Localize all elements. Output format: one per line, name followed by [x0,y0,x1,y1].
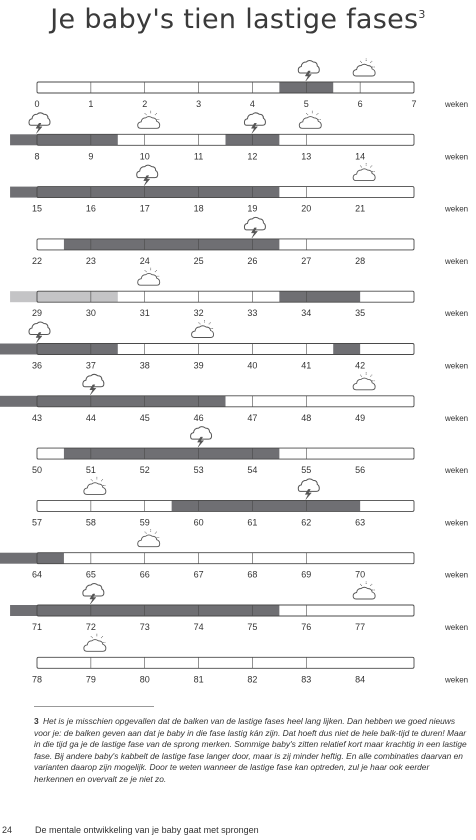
week-number-label: 28 [355,255,366,266]
timeline-row [10,582,468,633]
weeks-unit-label: weken [445,413,469,423]
week-number-label: 12 [247,151,258,162]
sun-ray [360,166,362,168]
footnote-text: Het is je misschien opgevallen dat de balken van de lastige fases heel lang lijken. Dan hebben we goed nieuws voor je: de balken geven aan dat je baby in die fase lastig kán zijn. Dat hoeft dus niet de hele balk-tijd te duren! Maar in die tijd ga je de lastige fase van de sprong merken. Sommige baby's zitten relatief kort maar krachtig in een lastige fase. Bij andere baby's kabbelt de lastige fase langer door, maar is zij minder heftig. En alle combinaties daarvan en varianten daarop zijn mogelijk. Door te weten wanneer de lastige fase kan optreden, zul je haar ook eerder herkennen en overvalt ze je niet zo. [34,716,467,784]
week-number-label: 61 [247,517,258,528]
week-number-label: 66 [139,569,150,580]
fussy-phase-segment [0,396,226,407]
week-number-label: 76 [301,622,312,632]
weeks-unit-label: weken [445,152,469,162]
sun-ray [145,113,147,115]
sun-ray [91,479,93,481]
week-number-label: 30 [85,308,96,319]
week-number-label: 79 [85,674,96,685]
weeks-unit-label: weken [445,204,469,214]
fussy-phase-segment [172,500,361,511]
week-number-label: 38 [139,360,150,371]
sun-ray [360,375,362,377]
week-number-label: 4 [249,99,255,109]
sun-cloud-outline [138,535,160,547]
week-number-label: 21 [355,203,366,214]
week-number-label: 3 [196,99,202,109]
week-number-label: 82 [247,674,258,685]
sun-ray [370,61,372,63]
sun-ray [317,113,319,115]
sun-cloud-icon [84,477,106,495]
fussy-phase-segment [279,291,360,302]
sun-ray [306,113,308,115]
sun-ray [155,113,157,115]
sun-cloud-outline [299,117,321,129]
sun-cloud-outline [84,483,106,495]
sun-ray [155,532,157,534]
week-number-label: 45 [139,412,150,423]
storm-cloud-icon [83,584,104,605]
week-number-label: 51 [85,465,96,476]
sun-cloud-icon [353,372,375,390]
week-number-label: 35 [355,308,366,319]
week-number-label: 48 [301,412,312,423]
week-number-label: 55 [301,465,312,476]
footnote-number: 3 [34,716,39,726]
week-number-label: 81 [193,674,204,685]
sun-ray [91,636,93,638]
week-number-label: 5 [303,99,309,109]
week-number-label: 64 [31,569,43,580]
fussy-phase-segment [10,134,118,145]
sun-cloud-outline [84,640,106,652]
fussy-phase-segment [64,239,279,250]
storm-cloud-icon [298,61,319,82]
week-number-label: 8 [34,151,40,162]
week-number-label: 70 [355,569,366,580]
week-number-label: 17 [139,203,150,214]
week-number-label: 7 [411,99,417,109]
week-number-label: 31 [139,308,150,319]
timeline-row [32,477,468,528]
timeline-row [32,217,468,266]
sun-ray [209,322,211,324]
week-number-label: 16 [85,203,96,214]
sun-ray [370,375,372,377]
week-number-label: 2 [142,99,148,109]
sun-cloud-icon [192,320,214,338]
week-number-label: 24 [139,255,150,266]
storm-cloud-icon [83,374,104,395]
storm-cloud-icon [29,113,50,134]
storm-cloud-icon [298,479,319,500]
fussy-phase-segment [0,553,64,564]
timeline-bar-background [37,657,414,668]
week-number-label: 39 [193,360,204,371]
fussy-phase-segment [64,448,279,459]
week-number-label: 71 [31,622,43,632]
week-number-label: 84 [355,674,366,685]
week-number-label: 74 [193,622,204,632]
weeks-unit-label: weken [445,100,469,109]
sun-cloud-icon [84,634,106,652]
footnote-divider [34,706,154,707]
week-number-label: 78 [31,674,43,685]
weeks-unit-label: weken [445,623,469,632]
sun-cloud-icon [299,111,321,129]
week-number-label: 53 [193,465,204,476]
sun-ray [370,166,372,168]
week-number-label: 83 [301,674,312,685]
sun-ray [370,584,372,586]
sun-cloud-icon [353,582,375,600]
week-number-label: 58 [85,517,96,528]
week-number-label: 54 [247,465,258,476]
fussy-phase-segment [0,344,118,355]
weeks-unit-label: weken [445,309,469,319]
week-number-label: 65 [85,569,96,580]
week-number-label: 25 [193,255,204,266]
footnote-reference: 3 [418,8,426,21]
week-number-label: 75 [247,622,258,632]
sun-ray [101,636,103,638]
week-number-label: 9 [88,151,94,162]
week-number-label: 73 [139,622,150,632]
sun-cloud-outline [353,587,375,599]
week-number-label: 20 [301,203,312,214]
week-number-label: 26 [247,255,258,266]
timeline-row [0,372,468,423]
sun-cloud-outline [138,117,160,129]
week-number-label: 19 [247,203,258,214]
week-number-label: 69 [301,569,312,580]
timeline-row [10,268,468,319]
sun-cloud-outline [138,273,160,285]
week-number-label: 0 [34,99,40,109]
storm-cloud-icon [137,165,158,186]
timeline-row [34,59,468,110]
week-number-label: 10 [139,151,150,162]
timeline-row [10,163,468,214]
week-number-label: 34 [301,308,312,319]
weeks-unit-label: weken [445,675,469,685]
weeks-unit-label: weken [445,361,469,371]
week-number-label: 6 [357,99,363,109]
week-number-label: 72 [85,622,96,632]
sun-cloud-outline [192,326,214,338]
sun-ray [145,270,147,272]
fussy-phase-segment [333,344,360,355]
week-number-label: 42 [355,360,366,371]
week-number-label: 43 [31,412,43,423]
weeks-unit-label: weken [445,518,469,528]
week-number-label: 36 [31,360,43,371]
week-number-label: 44 [85,412,96,423]
light-fussy-segment [10,291,118,302]
week-number-label: 15 [31,203,43,214]
timeline-bar-background [37,553,414,564]
running-title: De mentale ontwikkeling van je baby gaat met sprongen [35,825,259,835]
page-number: 24 [2,825,13,835]
weeks-unit-label: weken [445,570,469,580]
timeline-row [32,634,468,685]
week-number-label: 11 [193,151,204,162]
week-number-label: 67 [193,569,204,580]
week-number-label: 56 [355,465,366,476]
sun-cloud-icon [353,163,375,181]
week-number-label: 22 [31,255,43,266]
week-number-label: 32 [193,308,204,319]
week-number-label: 60 [193,517,204,528]
weeks-unit-label: weken [445,466,469,476]
storm-cloud-icon [29,322,50,343]
week-number-label: 33 [247,308,258,319]
storm-cloud-icon [244,113,265,134]
sun-ray [199,322,201,324]
sun-cloud-icon [138,111,160,129]
week-number-label: 27 [301,255,312,266]
sun-cloud-icon [138,268,160,286]
storm-cloud-icon [244,217,265,238]
sun-cloud-outline [353,64,375,76]
week-number-label: 37 [85,360,96,371]
week-number-label: 14 [355,151,366,162]
week-number-label: 40 [247,360,258,371]
sun-cloud-outline [353,169,375,181]
weeks-unit-label: weken [445,256,469,266]
sun-cloud-icon [138,529,160,547]
sun-ray [101,479,103,481]
week-number-label: 29 [31,308,43,319]
week-number-label: 59 [139,517,150,528]
timeline-bar-background [37,82,414,93]
sun-cloud-outline [353,378,375,390]
week-number-label: 57 [31,517,43,528]
week-number-label: 63 [355,517,366,528]
storm-cloud-icon [191,427,212,448]
sun-ray [360,584,362,586]
week-number-label: 41 [301,360,312,371]
week-number-label: 1 [88,99,94,109]
sun-cloud-icon [353,59,375,77]
week-number-label: 13 [301,151,312,162]
week-number-label: 62 [301,517,312,528]
week-number-label: 77 [355,622,366,632]
week-number-label: 23 [85,255,96,266]
week-number-label: 47 [247,412,258,423]
week-number-label: 80 [139,674,150,685]
timeline-row [0,320,468,371]
page-title-text: Je baby's tien lastige fases [50,4,419,35]
sun-ray [145,532,147,534]
week-number-label: 46 [193,412,204,423]
timeline-row [0,529,468,580]
sun-ray [155,270,157,272]
week-number-label: 18 [193,203,204,214]
timeline-row [32,427,468,476]
sun-ray [360,61,362,63]
timeline-row [10,111,468,162]
week-number-label: 50 [31,465,43,476]
week-number-label: 52 [139,465,150,476]
week-number-label: 68 [247,569,258,580]
week-number-label: 49 [355,412,366,423]
footnote [34,716,468,786]
